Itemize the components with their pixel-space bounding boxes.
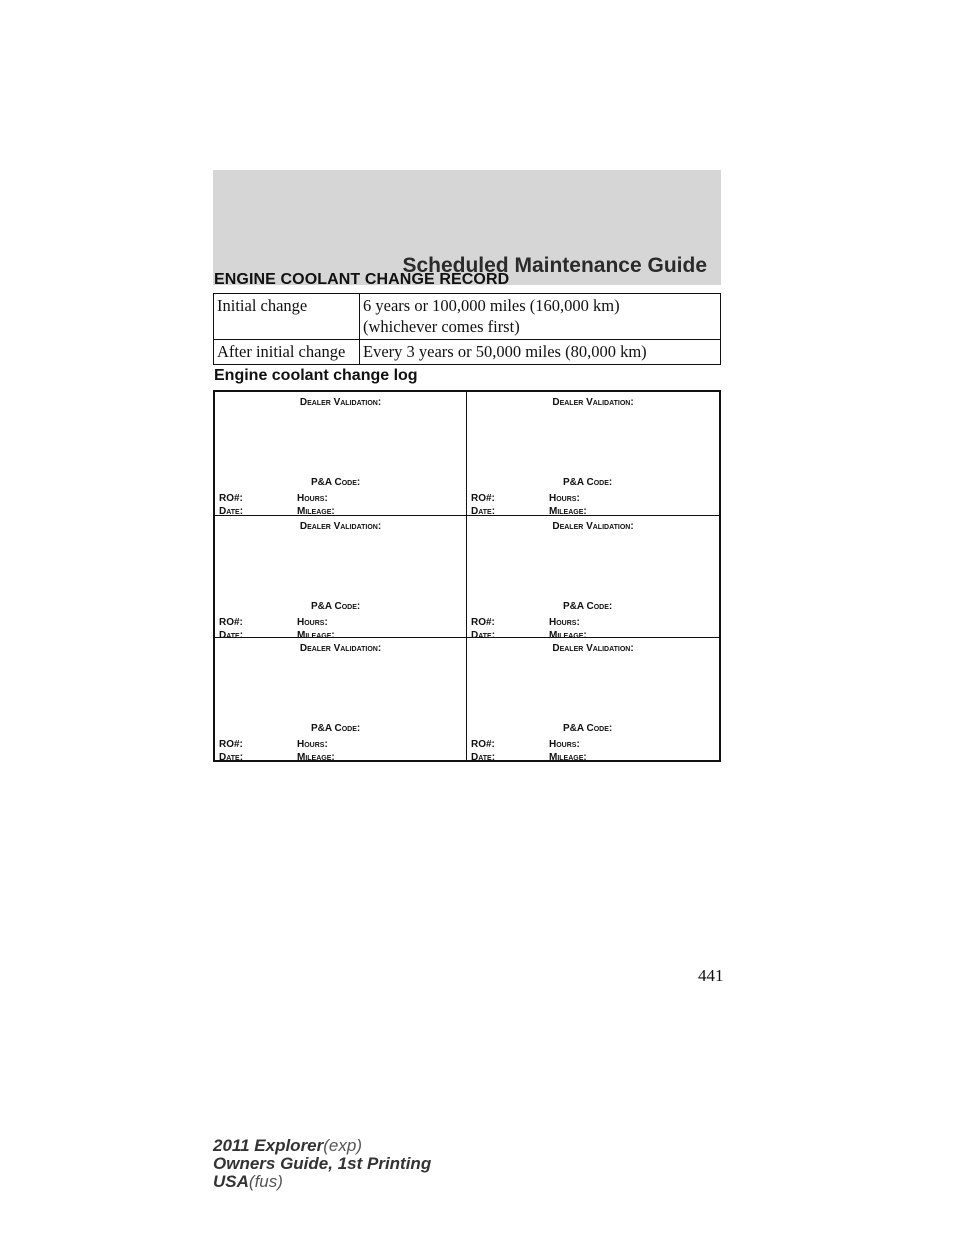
record-heading: ENGINE COOLANT CHANGE RECORD [214, 271, 510, 288]
schedule-value-line: 6 years or 100,000 miles (160,000 km) [363, 296, 620, 315]
schedule-label: Initial change [214, 294, 360, 340]
hours-label: Hours: [549, 616, 580, 628]
dealer-validation-label: Dealer Validation: [552, 643, 634, 655]
date-label: Date: [219, 506, 244, 517]
log-entry-cell [467, 637, 719, 764]
footer-line [213, 1173, 431, 1191]
date-label: Date: [219, 752, 244, 764]
ro-number-label: RO#: [219, 616, 243, 628]
mileage-label: Mileage: [549, 629, 587, 641]
footer-market-code: (fus) [248, 1172, 283, 1191]
print-footer [213, 1137, 431, 1191]
date-label: Date: [219, 629, 244, 641]
dealer-validation-label: Dealer Validation: [552, 397, 634, 408]
schedule-label: After initial change [214, 340, 360, 365]
coolant-change-log-grid [213, 390, 721, 762]
log-entry-cell [215, 392, 467, 515]
page-number: 441 [698, 966, 724, 985]
header-band [213, 170, 721, 285]
coolant-schedule-table [213, 293, 721, 365]
pa-code-label: P&A Code: [563, 477, 613, 488]
date-label: Date: [471, 506, 496, 517]
ro-number-label: RO#: [219, 493, 243, 504]
hours-label: Hours: [297, 493, 328, 504]
schedule-value-line: (whichever comes first) [363, 317, 520, 336]
date-label: Date: [471, 629, 496, 641]
pa-code-label: P&A Code: [563, 723, 613, 735]
table-row [214, 340, 721, 365]
mileage-label: Mileage: [297, 752, 335, 764]
dealer-validation-label: Dealer Validation: [552, 520, 634, 532]
ro-number-label: RO#: [471, 616, 495, 628]
hours-label: Hours: [549, 493, 580, 504]
footer-line [213, 1155, 431, 1173]
hours-label: Hours: [297, 616, 328, 628]
hours-label: Hours: [297, 739, 328, 751]
ro-number-label: RO#: [471, 493, 495, 504]
footer-model-code: (exp) [323, 1136, 362, 1155]
log-entry-cell [215, 637, 467, 764]
pa-code-label: P&A Code: [563, 600, 613, 612]
footer-model: 2011 Explorer [213, 1136, 324, 1155]
schedule-value: Every 3 years or 50,000 miles (80,000 km) [360, 340, 721, 365]
dealer-validation-label: Dealer Validation: [299, 643, 382, 655]
log-entry-cell [215, 515, 467, 641]
dealer-validation-label: Dealer Validation: [299, 520, 382, 532]
footer-line [213, 1137, 431, 1155]
log-entry-cell [467, 392, 719, 515]
pa-code-label: P&A Code: [311, 600, 361, 612]
mileage-label: Mileage: [297, 629, 335, 641]
header-title: Scheduled Maintenance Guide [402, 254, 707, 277]
log-heading: Engine coolant change log [214, 367, 418, 384]
footer-edition: Owners Guide, 1st Printing [213, 1154, 432, 1173]
hours-label: Hours: [549, 739, 580, 751]
pa-code-label: P&A Code: [311, 477, 361, 488]
mileage-label: Mileage: [297, 506, 335, 517]
ro-number-label: RO#: [219, 739, 243, 751]
pa-code-label: P&A Code: [311, 723, 361, 735]
ro-number-label: RO#: [471, 739, 495, 751]
date-label: Date: [471, 752, 496, 764]
schedule-value [360, 294, 721, 340]
mileage-label: Mileage: [549, 752, 587, 764]
log-entry-cell [467, 515, 719, 641]
table-row [214, 294, 721, 340]
mileage-label: Mileage: [549, 506, 587, 517]
dealer-validation-label: Dealer Validation: [299, 397, 382, 408]
footer-market: USA [213, 1172, 249, 1191]
